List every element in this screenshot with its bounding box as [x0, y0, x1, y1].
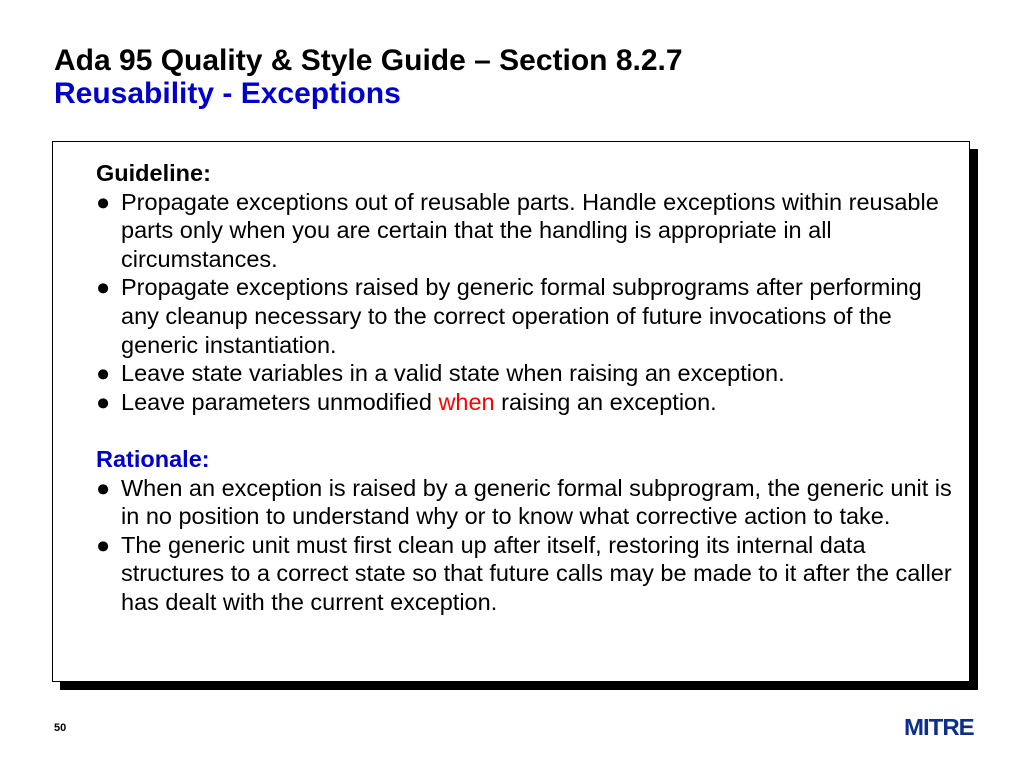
guideline-text-before: Leave parameters unmodified	[121, 388, 439, 415]
bullet-icon: ●	[96, 531, 111, 558]
mitre-logo: MITRE	[904, 715, 974, 741]
rationale-item	[96, 531, 956, 617]
guideline-item	[96, 188, 956, 274]
guideline-heading: Guideline:	[96, 160, 211, 186]
guideline-text-after: raising an exception.	[494, 388, 717, 415]
guideline-item	[96, 359, 956, 388]
slide-title	[54, 44, 683, 110]
guideline-text: Propagate exceptions out of reusable parts. Handle exceptions within reusable parts only when you are certain that the handling is appropriate in all circumstances.	[121, 188, 939, 272]
title-subtitle: Reusability - Exceptions	[54, 77, 401, 110]
rationale-item	[96, 474, 956, 531]
content-text	[96, 159, 956, 617]
spacer	[96, 416, 956, 445]
title-main: Ada 95 Quality & Style Guide – Section 8.2.7	[54, 44, 683, 77]
rationale-text: The generic unit must first clean up after itself, restoring its internal data structures to a correct state so that future calls may be made to it after the caller has dealt with the current exception.	[121, 531, 952, 615]
bullet-icon: ●	[96, 474, 111, 501]
highlighted-word: when	[438, 388, 495, 415]
guideline-text: Propagate exceptions raised by generic formal subprograms after performing any cleanup necessary to the correct operation of future invocations of the generic instantiation.	[121, 274, 922, 358]
guideline-text: Leave state variables in a valid state when raising an exception.	[121, 360, 785, 387]
page-number: 50	[54, 722, 67, 734]
guideline-item	[96, 388, 956, 417]
bullet-icon: ●	[96, 188, 111, 215]
bullet-icon: ●	[96, 388, 111, 415]
bullet-icon: ●	[96, 274, 111, 301]
rationale-text: When an exception is raised by a generic formal subprogram, the generic unit is in no position to understand why or to know what corrective action to take.	[121, 474, 952, 530]
rationale-heading: Rationale:	[96, 445, 210, 472]
guideline-item	[96, 273, 956, 359]
content-box	[52, 141, 970, 682]
bullet-icon: ●	[96, 360, 111, 387]
